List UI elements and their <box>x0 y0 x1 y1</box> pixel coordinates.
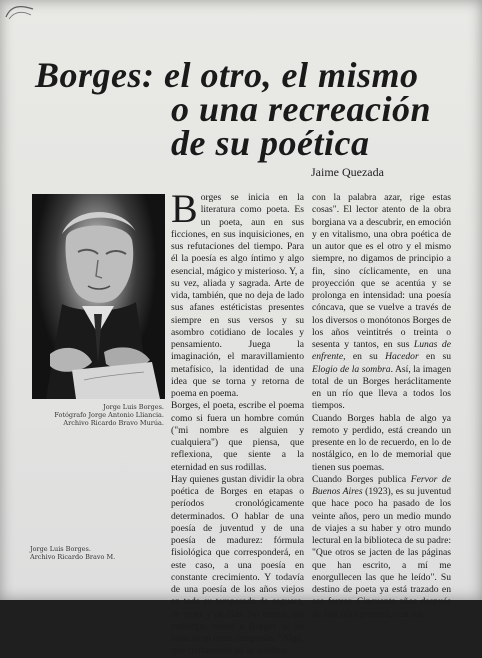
book-title: Hacedor <box>385 351 419 363</box>
title-line-1: Borges: el otro, el mismo <box>35 55 419 95</box>
paragraph-text: con la palabra azar, rige estas cosas". El lector atento de la obra borgiana va a descubrir, en emoción y en vitalismo, una obra poética de un autor que es el otro y el mismo siempre, no digamos de principio a fin, sino cíclicamente, en una proyección que se acentúa y se prolonga en intensidad: una poesía cóncava, que se vuelve a través de los diversos o monótonos Borges de los años veintitrés o treinta o sesenta y tantos, en sus <box>312 192 451 350</box>
photo-caption: Jorge Luis Borges. Fotógrafo Jorge Antonio Lliancia. Archivo Ricardo Bravo Murúa. <box>54 403 164 427</box>
publication-logo <box>3 1 37 23</box>
paragraph: Hay quienes gustan dividir la obra poética de Borges en etapas o períodos cronológicamente determinados. O hablar de una poesía de juventud y de una poesía de madurez: fórmula fisiológica que corresponderá, en este caso, a una poesía en constante crecimiento. Y todavía de una poesía de los años viejos en toda su temperada de ceguera, de vejez y de días. No vemos, sin embargo, como a Borges ni en éstas ni en otras categorías. "Algo, que ciertamente no se nombra <box>171 473 304 657</box>
title-line-2: o una recreación <box>171 89 431 129</box>
secondary-caption: Jorge Luis Borges. Archivo Ricardo Bravo M. <box>30 545 116 561</box>
paragraph: Borges, el poeta, escribe el poema como si fuera un hombre común ("mi nombre es alguien y cualquiera") que piensa, que reflexiona, que siente a la eternidad en sus rodillas. <box>171 400 304 473</box>
paragraph <box>312 474 451 621</box>
paragraph-text: Cuando Borges publica <box>312 473 411 485</box>
article-column-1 <box>171 186 304 658</box>
paragraph: Cuando Borges habla de algo ya remoto y perdido, está creando un presente en lo de recuerdo, en lo de nostálgico, en lo de memorial que tienen sus poemas. <box>312 412 451 473</box>
borges-portrait-photo <box>32 194 165 399</box>
book-title: Lunas de enfrente <box>312 339 451 363</box>
drop-cap: B <box>171 186 198 231</box>
paragraph-text: . Así, la imagen total de un Borges heráclitamente en un río que lleva a todos los tiempos. <box>312 363 451 412</box>
paragraph-text: en su <box>418 351 451 363</box>
book-title: Fervor de Buenos Aires <box>312 473 451 497</box>
article-column-2 <box>312 192 451 621</box>
logo-mark-icon <box>3 1 37 23</box>
book-title: Elogio de la sombra <box>312 363 391 375</box>
portrait-illustration <box>32 194 165 399</box>
paragraph-text: , en su <box>343 351 378 363</box>
paragraph-text: (1923), es su juventud que hace poco ha pasado de los veinte años, pero un medio mundo de viajes a su haber y otro mundo lectural en la biblioteca de su padre: "Que otros se jacten de las páginas que han escrito, a mí me enorgullecen las que he leído". Su destino de poeta ya está trazado en ese fervor. Cincuenta años después de esta obra primera, con sus <box>312 486 451 620</box>
article-author: Jaime Quezada <box>311 165 384 179</box>
title-line-3: de su poética <box>171 123 370 163</box>
paragraph-text: orges se inicia en la literatura como poeta. Es un poeta, aun en sus ficciones, en sus inquisiciones, en sus refutaciones del tiempo. Para él la poesía es algo íntimo y algo esencial, mágico y misterioso. Y, a su vez, aliada y sagrada. Arte de vida, también, que no deja de lado sus afanes estéticistas presentes siempre en sus versos y su asombro cotidiano de locales y pensamiento. Juega la imaginación, el maravillamiento metafísico, la identidad de una idea que se torna y retorna de poema en poema. <box>171 192 304 399</box>
article-title <box>35 55 475 163</box>
paragraph <box>171 186 304 400</box>
paragraph <box>312 192 451 413</box>
